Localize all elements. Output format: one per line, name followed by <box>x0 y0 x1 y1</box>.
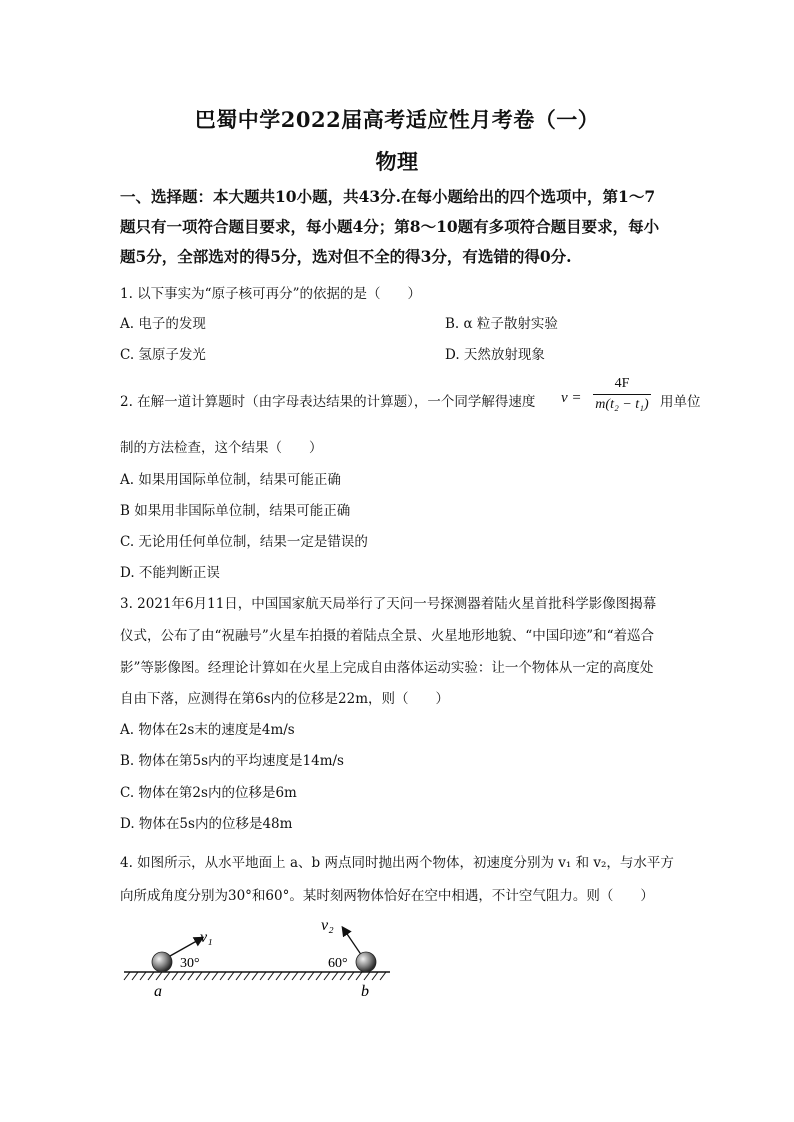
label-v2: v₂ <box>321 917 334 934</box>
section-heading-line-2: 题只有一项符合题目要求，每小题4分；第8～10题有多项符合题目要求，每小 <box>120 217 660 236</box>
question-2-stem-part-1: 2. 在解一道计算题时（由字母表达结果的计算题），一个同学解得速度 <box>120 394 536 410</box>
question-2-option-a: A. 如果用国际单位制，结果可能正确 <box>120 472 341 488</box>
question-1-option-c: C. 氢原子发光 <box>120 347 206 363</box>
question-1-option-b: B. α 粒子散射实验 <box>445 316 558 332</box>
question-3-stem-line-4: 自由下落，应测得在第6s内的位移是22m，则（ ） <box>120 691 449 707</box>
question-3-stem-line-1: 3. 2021年6月11日，中国国家航天局举行了天问一号探测器着陆火星首批科学影像图揭幕 <box>120 596 657 612</box>
exam-title: 巴蜀中学2022届高考适应性月考卷（一） <box>194 107 600 132</box>
label-angle-b: 60° <box>328 956 348 971</box>
question-4-stem-line-1: 4. 如图所示，从水平地面上 a、b 两点同时抛出两个物体，初速度分别为 v₁ 和 v₂，与水平方 <box>120 855 674 871</box>
label-v1: v₁ <box>200 929 213 946</box>
question-3-option-b: B. 物体在第5s内的平均速度是14m/s <box>120 753 344 769</box>
section-heading-line-1: 一、选择题：本大题共10小题，共43分.在每小题给出的四个选项中，第1～7 <box>120 187 656 206</box>
subject-title: 物理 <box>375 149 419 174</box>
question-3-stem-line-3: 影”等影像图。经理论计算如在火星上完成自由落体运动实验：让一个物体从一定的高度处 <box>120 660 654 676</box>
question-4-stem-line-2: 向所成角度分别为30°和60°。某时刻两物体恰好在空中相遇，不计空气阻力。则（ ） <box>120 888 654 904</box>
projectile-figure <box>118 910 398 1002</box>
label-point-a: a <box>154 983 162 1000</box>
ball-b <box>356 952 376 972</box>
question-2-option-b: B 如果用非国际单位制，结果可能正确 <box>120 503 351 519</box>
fraction-bar <box>593 394 651 395</box>
question-3-stem-line-2: 仪式，公布了由“祝融号”火星车拍摄的着陆点全景、火星地形地貌、“中国印迹”和“着巡合 <box>120 628 655 644</box>
velocity-fraction <box>593 375 651 414</box>
question-1-option-a: A. 电子的发现 <box>120 316 206 332</box>
ball-a <box>152 952 172 972</box>
label-point-b: b <box>361 983 369 1000</box>
question-3-option-d: D. 物体在5s内的位移是48m <box>120 816 293 832</box>
question-2-option-c: C. 无论用任何单位制，结果一定是错误的 <box>120 534 368 550</box>
question-2-stem-line-2: 制的方法检查，这个结果（ ） <box>120 440 323 456</box>
question-2-option-d: D. 不能判断正误 <box>120 565 220 581</box>
question-1-option-d: D. 天然放射现象 <box>445 347 545 363</box>
fraction-numerator: 4F <box>614 376 630 391</box>
velocity-symbol: v = <box>561 390 582 406</box>
section-heading-line-3: 题5分，全部选对的得5分，选对但不全的得3分，有选错的得0分. <box>120 247 572 266</box>
fraction-denominator: m(t₂ − t₁) <box>595 397 649 412</box>
velocity-v2-arrow <box>343 928 362 956</box>
question-3-option-a: A. 物体在2s末的速度是4m/s <box>120 722 295 738</box>
velocity-v1-arrow <box>170 938 202 956</box>
label-angle-a: 30° <box>180 956 200 971</box>
question-2-stem-part-2: 用单位 <box>660 394 701 410</box>
question-3-option-c: C. 物体在第2s内的位移是6m <box>120 785 297 801</box>
ground-hatching <box>124 972 386 980</box>
question-1-stem: 1. 以下事实为“原子核可再分”的依据的是（ ） <box>120 286 421 302</box>
